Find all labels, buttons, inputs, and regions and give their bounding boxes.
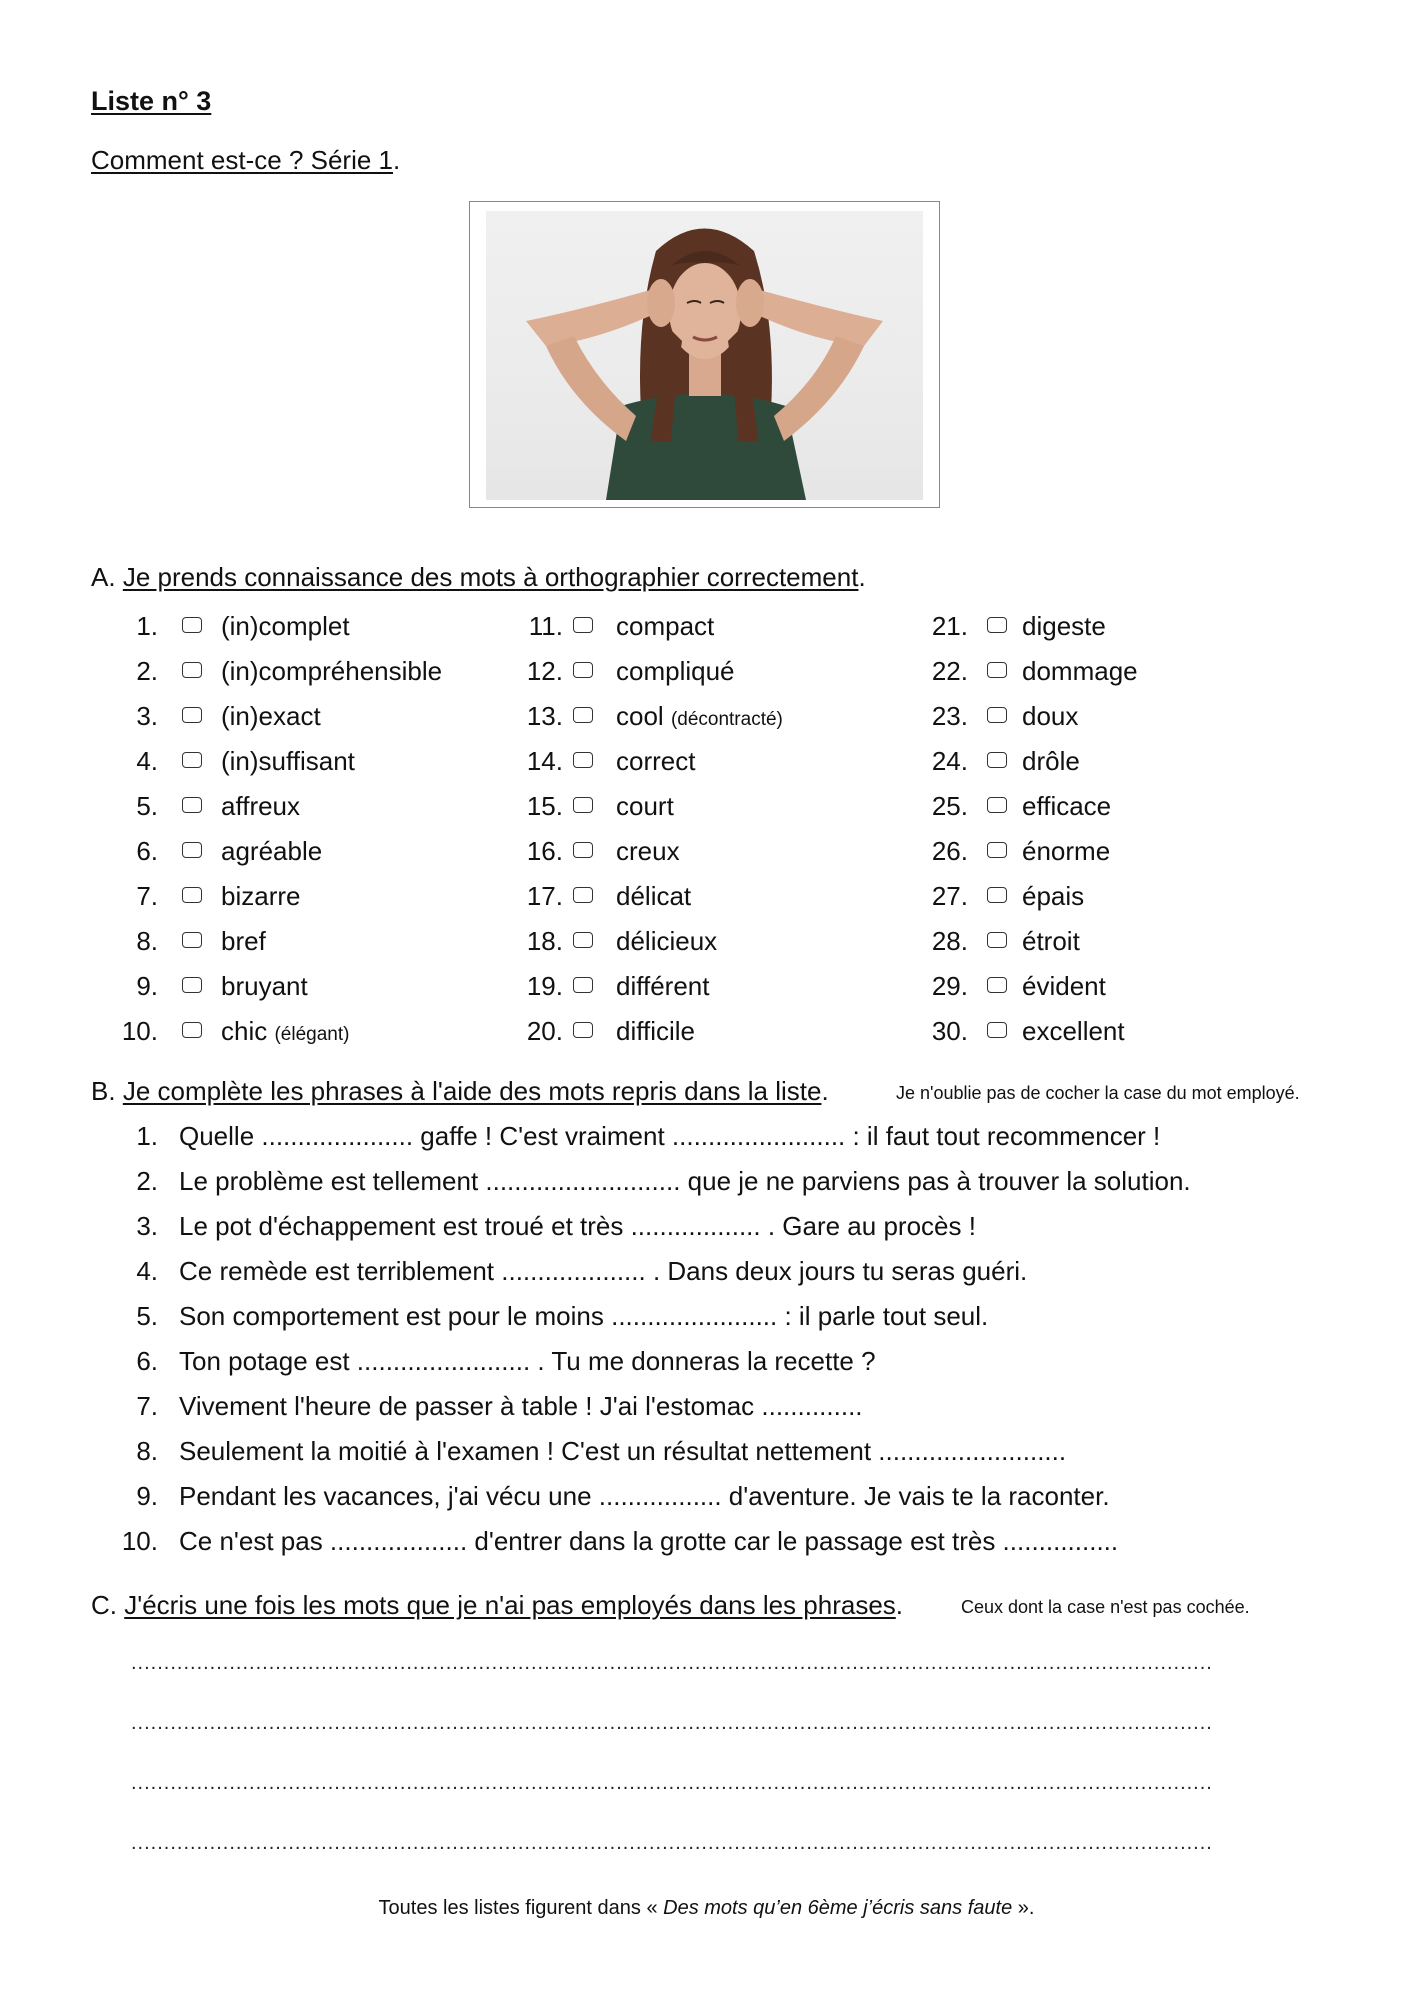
sentence-number: 3. <box>136 1211 158 1241</box>
word-label: épais <box>1022 881 1085 911</box>
word-text <box>221 656 442 687</box>
word-text <box>616 971 709 1002</box>
word-number: 24. <box>931 746 968 776</box>
word-text <box>221 926 266 957</box>
word-number: 17. <box>526 881 563 911</box>
sentence-number: 5. <box>136 1301 158 1331</box>
word-number: 26. <box>931 836 968 866</box>
sentence-text: Vivement l'heure de passer à table ! J'ai l'estomac .............. <box>179 1391 863 1421</box>
word-label: excellent <box>1022 1016 1125 1046</box>
sentence-text: Le pot d'échappement est troué et très .................. . Gare au procès ! <box>179 1211 976 1241</box>
section-a-title: Je prends connaissance des mots à orthographier correctement <box>122 562 859 592</box>
word-checkbox[interactable] <box>987 932 1007 948</box>
word-text <box>1022 926 1080 957</box>
word-checkbox[interactable] <box>987 752 1007 768</box>
section-c-title: J'écris une fois les mots que je n'ai pas employés dans les phrases <box>124 1590 896 1620</box>
word-label: (in)complet <box>221 611 350 641</box>
word-text <box>221 791 300 822</box>
word-checkbox[interactable] <box>987 887 1007 903</box>
word-label: drôle <box>1022 746 1080 776</box>
woman-covering-ears-image <box>486 211 923 500</box>
sentence-text: Quelle ..................... gaffe ! C'est vraiment ........................ : il faut tout recommencer ! <box>179 1121 1161 1151</box>
word-label: compact <box>616 611 715 641</box>
word-checkbox[interactable] <box>182 752 202 768</box>
section-a-heading <box>91 562 866 593</box>
sentence-number: 8. <box>136 1436 158 1466</box>
word-label: délicieux <box>616 926 718 956</box>
word-number: 6. <box>136 836 158 866</box>
word-label: compliqué <box>616 656 735 686</box>
section-c-note: Ceux dont la case n'est pas cochée. <box>961 1597 1250 1617</box>
word-text <box>1022 791 1111 822</box>
word-number: 30. <box>931 1016 968 1046</box>
word-label: chic <box>221 1016 268 1046</box>
word-label: affreux <box>221 791 301 821</box>
word-text <box>221 701 321 732</box>
word-number: 4. <box>136 746 158 776</box>
word-checkbox[interactable] <box>182 797 202 813</box>
sentence-number: 6. <box>136 1346 158 1376</box>
word-text <box>616 611 714 642</box>
answer-line[interactable]: ..................................................................................................................................................................... <box>131 1652 1213 1674</box>
word-label: difficile <box>616 1016 696 1046</box>
word-number: 11. <box>528 611 563 641</box>
word-text <box>1022 746 1080 777</box>
word-checkbox[interactable] <box>573 1022 593 1038</box>
section-a-letter: A. <box>91 562 116 592</box>
word-number: 25. <box>931 791 968 821</box>
word-checkbox[interactable] <box>573 662 593 678</box>
word-label: court <box>616 791 674 821</box>
word-label: correct <box>616 746 696 776</box>
sentence-number: 2. <box>136 1166 158 1196</box>
word-note: (élégant) <box>274 1024 350 1045</box>
sentence-text: Pendant les vacances, j'ai vécu une ................. d'aventure. Je vais te la raconter. <box>179 1481 1110 1511</box>
word-number: 13. <box>526 701 563 731</box>
word-number: 28. <box>931 926 968 956</box>
word-number: 10. <box>121 1016 158 1046</box>
word-number: 16. <box>526 836 563 866</box>
sentence-text: Ce n'est pas ................... d'entrer dans la grotte car le passage est très ................ <box>179 1526 1119 1556</box>
word-label: bruyant <box>221 971 308 1001</box>
word-text <box>221 881 300 912</box>
section-b-heading <box>91 1076 829 1107</box>
word-number: 19. <box>526 971 563 1001</box>
word-number: 2. <box>136 656 158 686</box>
word-number: 12. <box>526 656 563 686</box>
word-text <box>616 701 783 732</box>
word-checkbox[interactable] <box>573 617 593 633</box>
section-b-letter: B. <box>91 1076 116 1106</box>
word-label: dommage <box>1022 656 1138 686</box>
word-text <box>221 746 355 777</box>
word-label: bizarre <box>221 881 301 911</box>
word-text <box>1022 836 1110 867</box>
footer <box>0 1897 1413 1920</box>
sentence-text: Son comportement est pour le moins ....................... : il parle tout seul. <box>179 1301 989 1331</box>
word-checkbox[interactable] <box>573 842 593 858</box>
section-a-end: . <box>858 562 866 592</box>
section-c-end: . <box>895 1590 904 1620</box>
word-number: 20. <box>526 1016 563 1046</box>
word-checkbox[interactable] <box>987 977 1007 993</box>
word-note: (décontracté) <box>670 709 783 730</box>
section-b-note: Je n'oublie pas de cocher la case du mot employé. <box>896 1083 1300 1103</box>
word-label: efficace <box>1022 791 1112 821</box>
word-checkbox[interactable] <box>573 932 593 948</box>
word-label: creux <box>616 836 680 866</box>
word-text <box>1022 656 1138 687</box>
answer-line[interactable]: ..................................................................................................................................................................... <box>131 1772 1213 1794</box>
word-text <box>616 926 717 957</box>
word-checkbox[interactable] <box>573 752 593 768</box>
section-c-letter: C. <box>91 1590 117 1620</box>
word-label: cool <box>616 701 664 731</box>
word-checkbox[interactable] <box>987 1022 1007 1038</box>
sentence-number: 9. <box>136 1481 158 1511</box>
word-label: (in)suffisant <box>221 746 355 776</box>
word-text <box>616 791 674 822</box>
section-c-heading <box>91 1590 903 1621</box>
word-number: 15. <box>526 791 563 821</box>
sentence-number: 10. <box>121 1526 158 1556</box>
word-checkbox[interactable] <box>182 932 202 948</box>
word-number: 22. <box>931 656 968 686</box>
word-label: évident <box>1022 971 1106 1001</box>
word-label: énorme <box>1022 836 1111 866</box>
word-number: 8. <box>136 926 158 956</box>
word-label: étroit <box>1022 926 1080 956</box>
answer-line[interactable]: ..................................................................................................................................................................... <box>131 1832 1213 1854</box>
word-text <box>1022 701 1078 732</box>
word-number: 29. <box>931 971 968 1001</box>
word-checkbox[interactable] <box>182 1022 202 1038</box>
word-number: 3. <box>136 701 158 731</box>
word-checkbox[interactable] <box>573 887 593 903</box>
word-label: doux <box>1022 701 1079 731</box>
sentence-number: 4. <box>136 1256 158 1286</box>
sentence-text: Ce remède est terriblement .................... . Dans deux jours tu seras guéri. <box>179 1256 1028 1286</box>
word-text <box>616 1016 695 1047</box>
word-text <box>616 656 735 687</box>
word-checkbox[interactable] <box>573 707 593 723</box>
subtitle-text: Comment est-ce ? Série 1 <box>91 145 394 175</box>
sentence-number: 7. <box>136 1391 158 1421</box>
footer-before: Toutes les listes figurent dans « <box>378 1897 664 1919</box>
word-label: différent <box>616 971 710 1001</box>
word-label: digeste <box>1022 611 1106 641</box>
word-checkbox[interactable] <box>573 977 593 993</box>
word-text <box>616 836 680 867</box>
word-text <box>616 881 691 912</box>
word-checkbox[interactable] <box>182 617 202 633</box>
word-label: (in)compréhensible <box>221 656 443 686</box>
word-number: 1. <box>136 611 158 641</box>
word-number: 14. <box>526 746 563 776</box>
word-label: bref <box>221 926 266 956</box>
word-label: (in)exact <box>221 701 321 731</box>
word-checkbox[interactable] <box>182 887 202 903</box>
subtitle-end: . <box>393 145 401 175</box>
word-number: 7. <box>136 881 158 911</box>
word-checkbox[interactable] <box>987 842 1007 858</box>
footer-book-title: Des mots qu’en 6ème j’écris sans faute <box>663 1897 1013 1919</box>
sentence-text: Ton potage est ........................ . Tu me donneras la recette ? <box>179 1346 876 1376</box>
word-number: 18. <box>526 926 563 956</box>
photo-frame <box>469 201 940 508</box>
word-checkbox[interactable] <box>182 662 202 678</box>
word-text <box>1022 611 1106 642</box>
word-text <box>1022 881 1084 912</box>
page-title: Liste n° 3 <box>91 86 212 116</box>
word-number: 23. <box>931 701 968 731</box>
word-checkbox[interactable] <box>987 617 1007 633</box>
section-b-title: Je complète les phrases à l'aide des mots repris dans la liste <box>122 1076 822 1106</box>
sentence-text: Le problème est tellement ........................... que je ne parviens pas à trouver la solution. <box>179 1166 1191 1196</box>
word-number: 9. <box>136 971 158 1001</box>
word-checkbox[interactable] <box>987 662 1007 678</box>
footer-after: ». <box>1012 1897 1035 1919</box>
word-text <box>221 611 350 642</box>
section-b-end: . <box>821 1076 829 1106</box>
answer-line[interactable]: ..................................................................................................................................................................... <box>131 1712 1213 1734</box>
word-number: 5. <box>136 791 158 821</box>
word-label: agréable <box>221 836 323 866</box>
word-number: 21. <box>931 611 968 641</box>
word-checkbox[interactable] <box>987 707 1007 723</box>
word-checkbox[interactable] <box>987 797 1007 813</box>
word-text <box>1022 1016 1125 1047</box>
word-checkbox[interactable] <box>182 977 202 993</box>
word-number: 27. <box>931 881 968 911</box>
word-text <box>221 836 322 867</box>
word-text <box>1022 971 1106 1002</box>
word-text <box>221 971 308 1002</box>
word-text <box>221 1016 349 1047</box>
word-checkbox[interactable] <box>573 797 593 813</box>
word-checkbox[interactable] <box>182 842 202 858</box>
word-text <box>616 746 695 777</box>
sentence-number: 1. <box>136 1121 158 1151</box>
page-subtitle <box>91 145 400 176</box>
sentence-text: Seulement la moitié à l'examen ! C'est un résultat nettement .......................... <box>179 1436 1067 1466</box>
word-checkbox[interactable] <box>182 707 202 723</box>
word-label: délicat <box>616 881 692 911</box>
